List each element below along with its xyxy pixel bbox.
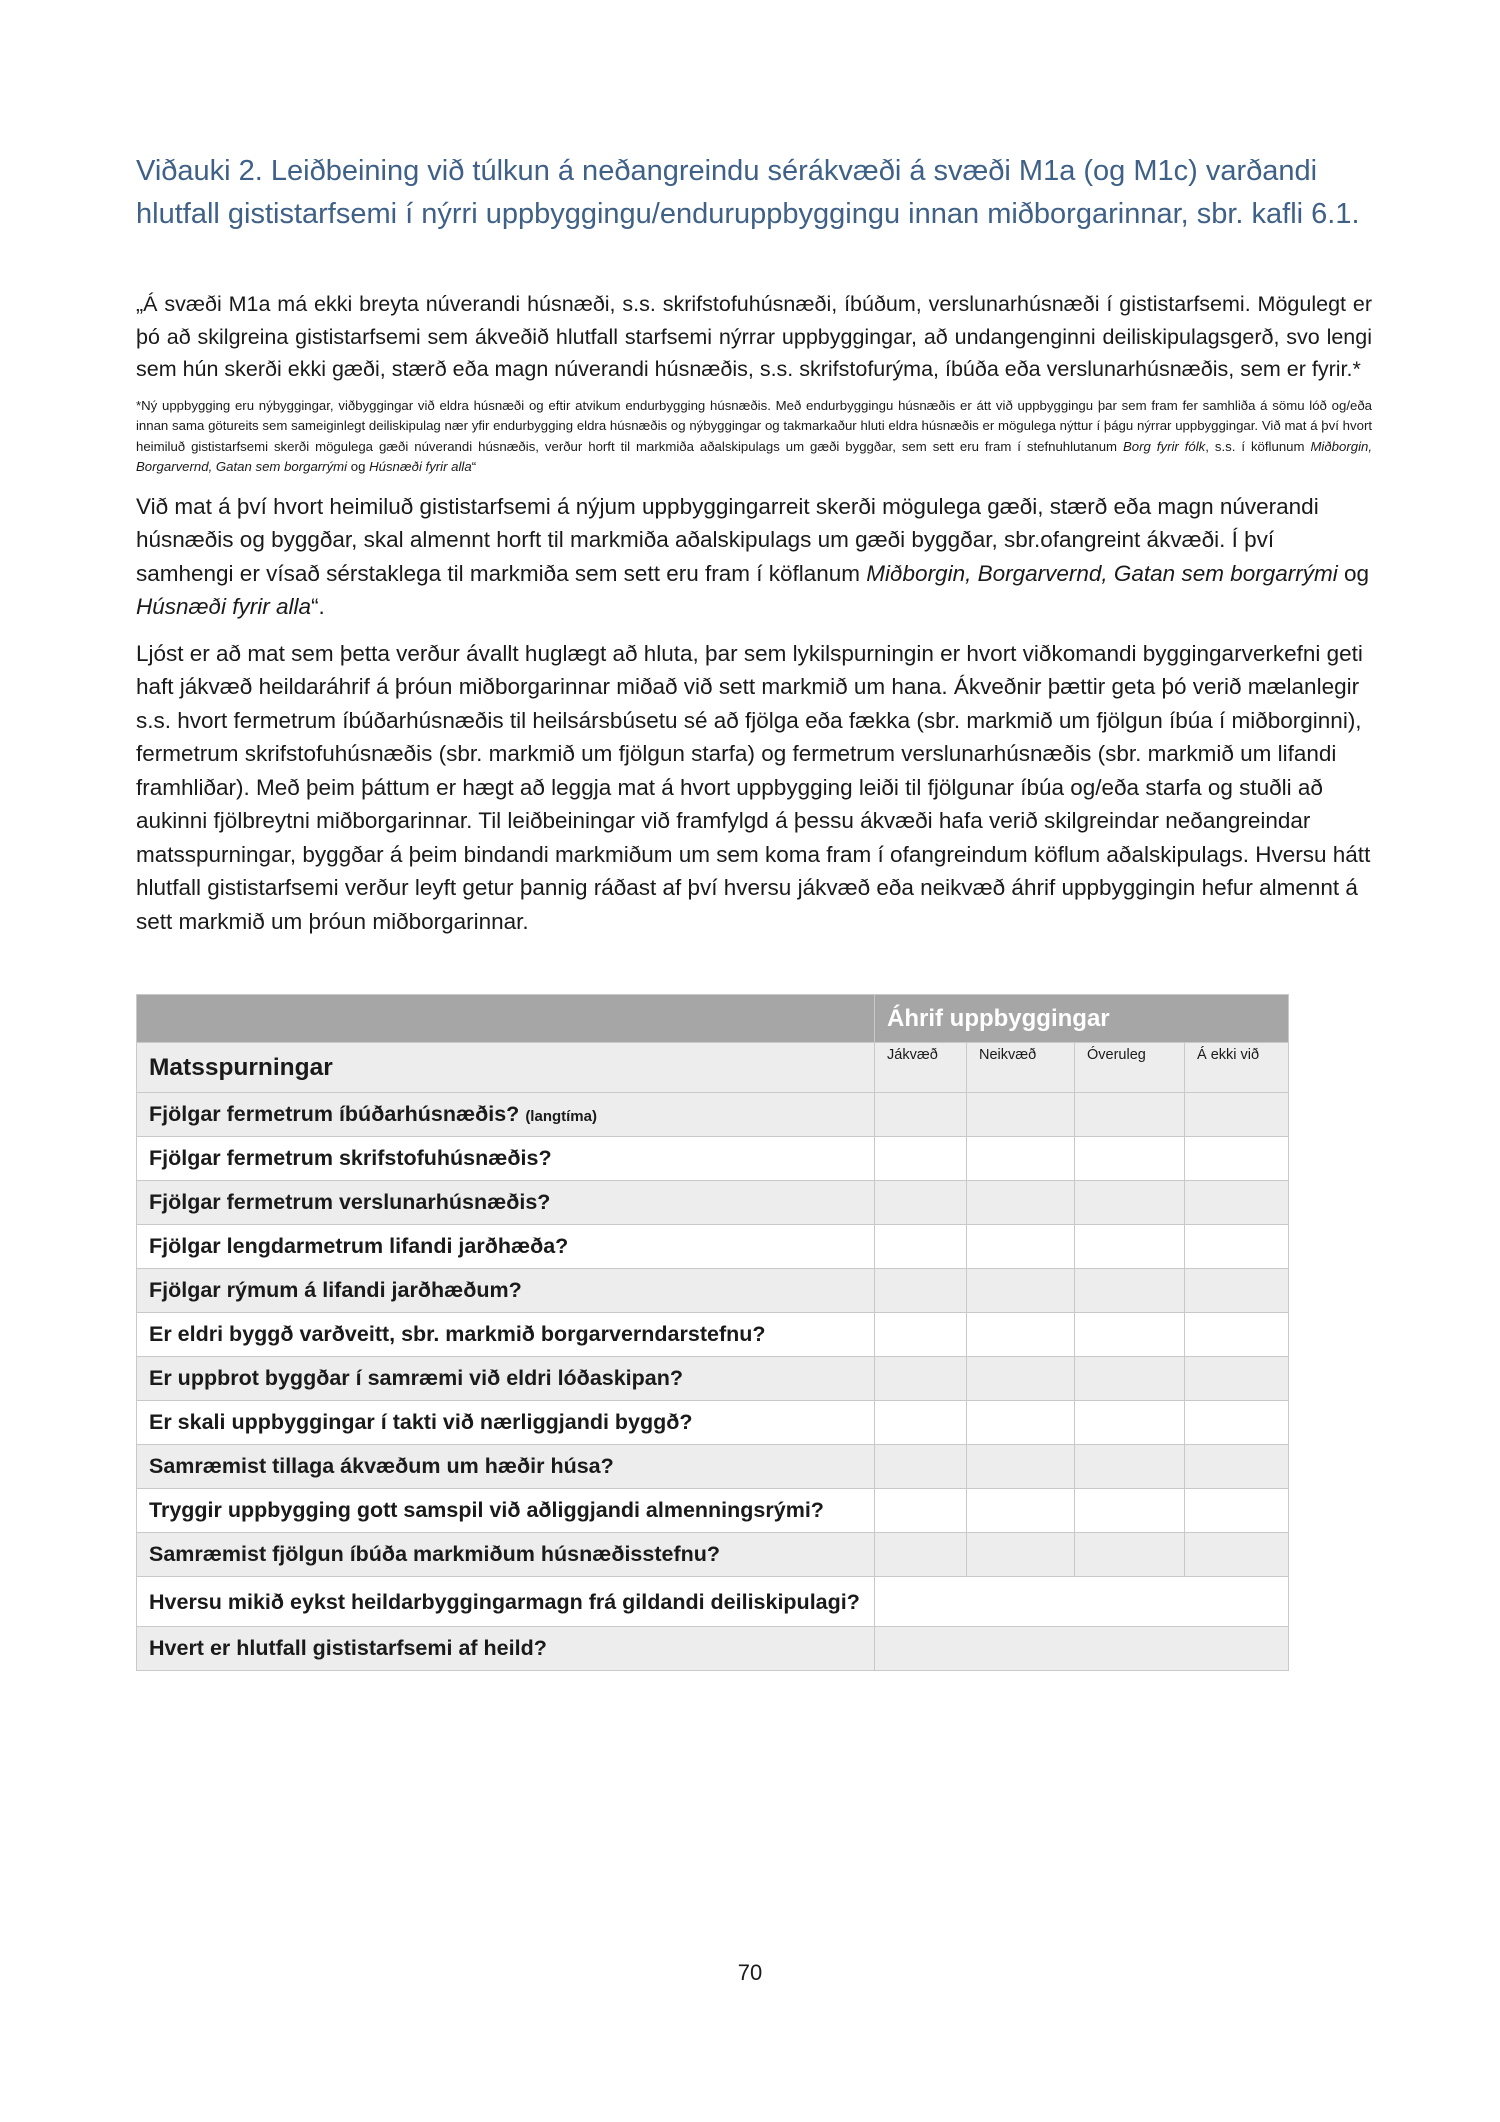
answer-cell-merged[interactable] xyxy=(875,1577,1289,1627)
table-row xyxy=(137,1313,1289,1357)
answer-cell-not-applicable[interactable] xyxy=(1185,1137,1289,1181)
answer-cell-negative[interactable] xyxy=(967,1093,1075,1137)
paragraph-1 xyxy=(136,490,1372,624)
question-label: Hversu mikið eykst heildarbyggingarmagn frá gildandi deiliskipulagi? xyxy=(137,1577,875,1627)
footnote-italic-2: Miðborgin, Borgarvernd, Gatan sem borgarrými xyxy=(136,438,1373,474)
table-row xyxy=(137,1137,1289,1181)
answer-cell-not-applicable[interactable] xyxy=(1185,1445,1289,1489)
answer-cell-positive[interactable] xyxy=(875,1445,967,1489)
answer-cell-positive[interactable] xyxy=(875,1313,967,1357)
answer-cell-not-applicable[interactable] xyxy=(1185,1489,1289,1533)
answer-cell-insignificant[interactable] xyxy=(1075,1181,1185,1225)
table-row xyxy=(137,1445,1289,1489)
table-row xyxy=(137,1225,1289,1269)
option-header-not-applicable: Á ekki við xyxy=(1185,1043,1289,1093)
answer-cell-negative[interactable] xyxy=(967,1313,1075,1357)
question-label xyxy=(137,1533,875,1577)
answer-cell-negative[interactable] xyxy=(967,1181,1075,1225)
question-label xyxy=(137,1313,875,1357)
answer-cell-negative[interactable] xyxy=(967,1445,1075,1489)
option-header-insignificant: Óveruleg xyxy=(1075,1043,1185,1093)
table-row xyxy=(137,1577,1289,1627)
table-header-options-row xyxy=(137,1043,1289,1093)
footnote-text-3: og xyxy=(347,459,370,474)
answer-cell-insignificant[interactable] xyxy=(1075,1533,1185,1577)
answer-cell-insignificant[interactable] xyxy=(1075,1137,1185,1181)
footnote-text-2: , s.s. í köflunum xyxy=(1205,438,1311,454)
answer-cell-positive[interactable] xyxy=(875,1137,967,1181)
question-text: Er eldri byggð varðveitt, sbr. markmið borgarverndarstefnu? xyxy=(149,1322,766,1346)
table-row xyxy=(137,1401,1289,1445)
answer-cell-not-applicable[interactable] xyxy=(1185,1225,1289,1269)
table-header-impact-row xyxy=(137,995,1289,1043)
footnote-text: *Ný uppbygging eru nýbyggingar, viðbyggingar við eldra húsnæði og eftir atvikum endurbygging húsnæðis. Með endurbyggingu húsnæðis er átt við uppbyggingu þar sem fram fer samhliða á sömu lóð og/eða innan sama götureits sem sameiginlegt deiliskipulag nær yfir endurbygging eldra húsnæðis og nýbyggingar og takmarkaður hluti eldra húsnæðis er mögulega nýttur í þágu nýrrar uppbyggingar. Við mat á því hvort heimiluð gististarfsemi skerði mögulega gæði núverandi húsnæðis, verður horft til markmiða aðalskipulags um gæði byggðar, sem sett eru fram í stefnuhlutanum xyxy=(136,397,1372,454)
answer-cell-negative[interactable] xyxy=(967,1357,1075,1401)
option-header-negative: Neikvæð xyxy=(967,1043,1075,1093)
answer-cell-negative[interactable] xyxy=(967,1489,1075,1533)
question-text: Fjölgar rýmum á lifandi jarðhæðum? xyxy=(149,1278,522,1302)
question-label xyxy=(137,1225,875,1269)
question-text: Fjölgar fermetrum skrifstofuhúsnæðis? xyxy=(149,1146,552,1170)
table-row xyxy=(137,1533,1289,1577)
question-label xyxy=(137,1401,875,1445)
table-header-blank xyxy=(137,995,875,1043)
question-label xyxy=(137,1137,875,1181)
answer-cell-merged[interactable] xyxy=(875,1627,1289,1671)
table-row xyxy=(137,1489,1289,1533)
option-header-positive: Jákvæð xyxy=(875,1043,967,1093)
answer-cell-insignificant[interactable] xyxy=(1075,1401,1185,1445)
table-row xyxy=(137,1093,1289,1137)
answer-cell-negative[interactable] xyxy=(967,1137,1075,1181)
answer-cell-negative[interactable] xyxy=(967,1269,1075,1313)
answer-cell-positive[interactable] xyxy=(875,1489,967,1533)
answer-cell-insignificant[interactable] xyxy=(1075,1313,1185,1357)
question-label xyxy=(137,1445,875,1489)
question-label xyxy=(137,1357,875,1401)
question-label: Hvert er hlutfall gististarfsemi af heild? xyxy=(137,1627,875,1671)
answer-cell-negative[interactable] xyxy=(967,1225,1075,1269)
question-label xyxy=(137,1489,875,1533)
answer-cell-negative[interactable] xyxy=(967,1401,1075,1445)
appendix-heading: Viðauki 2. Leiðbeining við túlkun á neðangreindu sérákvæði á svæði M1a (og M1c) varðandi hlutfall gististarfsemi í nýrri uppbyggingu/enduruppbyggingu innan miðborgarinnar, sbr. kafli 6.1. xyxy=(136,155,1360,230)
question-note: (langtíma) xyxy=(525,1108,597,1125)
answer-cell-positive[interactable] xyxy=(875,1357,967,1401)
answer-cell-insignificant[interactable] xyxy=(1075,1357,1185,1401)
answer-cell-not-applicable[interactable] xyxy=(1185,1533,1289,1577)
paragraph-1-italic-2: Húsnæði fyrir alla xyxy=(136,594,312,619)
question-text: Er uppbrot byggðar í samræmi við eldri lóðaskipan? xyxy=(149,1366,684,1390)
answer-cell-insignificant[interactable] xyxy=(1075,1489,1185,1533)
answer-cell-insignificant[interactable] xyxy=(1075,1269,1185,1313)
footnote-italic-3: Húsnæði fyrir alla xyxy=(369,459,472,474)
paragraph-1-end: “. xyxy=(311,594,325,619)
answer-cell-positive[interactable] xyxy=(875,1093,967,1137)
answer-cell-positive[interactable] xyxy=(875,1533,967,1577)
answer-cell-insignificant[interactable] xyxy=(1075,1445,1185,1489)
question-text: Samræmist fjölgun íbúða markmiðum húsnæðisstefnu? xyxy=(149,1542,721,1566)
page-number: 70 xyxy=(737,1960,763,1985)
answer-cell-not-applicable[interactable] xyxy=(1185,1401,1289,1445)
footnote xyxy=(136,396,1372,478)
answer-cell-negative[interactable] xyxy=(967,1533,1075,1577)
question-label xyxy=(137,1093,875,1137)
answer-cell-not-applicable[interactable] xyxy=(1185,1181,1289,1225)
answer-cell-positive[interactable] xyxy=(875,1181,967,1225)
answer-cell-positive[interactable] xyxy=(875,1401,967,1445)
question-text: Fjölgar lengdarmetrum lifandi jarðhæða? xyxy=(149,1234,569,1258)
table-row xyxy=(137,1269,1289,1313)
footnote-italic-1: Borg fyrir fólk xyxy=(1123,438,1206,454)
answer-cell-positive[interactable] xyxy=(875,1269,967,1313)
answer-cell-insignificant[interactable] xyxy=(1075,1093,1185,1137)
document-page xyxy=(136,150,1372,1671)
assessment-table xyxy=(136,994,1289,1671)
answer-cell-positive[interactable] xyxy=(875,1225,967,1269)
answer-cell-not-applicable[interactable] xyxy=(1185,1269,1289,1313)
table-row xyxy=(137,1627,1289,1671)
question-label xyxy=(137,1181,875,1225)
question-text: Tryggir uppbygging gott samspil við aðliggjandi almenningsrými? xyxy=(149,1498,824,1522)
paragraph-1-text: Við mat á því hvort heimiluð gististarfsemi á nýjum uppbyggingarreit skerði mögulega gæði, stærð eða magn núverandi húsnæðis og byggðar, skal almennt horft til markmiða aðalskipulags um gæði byggðar, sbr.ofangreint ákvæði. Í því samhengi er vísað sérstaklega til markmiða sem sett eru fram í köflanum xyxy=(136,493,1319,586)
question-label xyxy=(137,1269,875,1313)
quoted-provision: „Á svæði M1a má ekki breyta núverandi húsnæði, s.s. skrifstofuhúsnæði, íbúðum, verslunarhúsnæði í gististarfsemi. Mögulegt er þó að skilgreina gististarfsemi sem ákveðið hlutfall starfsemi nýrrar uppbyggingar, að undangenginni deiliskipulagsgerð, svo lengi sem hún skerði ekki gæði, stærð eða magn núverandi húsnæðis, s.s. skrifstofurýma, íbúða eða verslunarhúsnæðis, sem er fyrir.* xyxy=(136,292,1372,381)
question-text: Fjölgar fermetrum íbúðarhúsnæðis? xyxy=(149,1102,520,1126)
footnote-text-4: “ xyxy=(471,459,477,474)
answer-cell-not-applicable[interactable] xyxy=(1185,1313,1289,1357)
question-text: Samræmist tillaga ákvæðum um hæðir húsa? xyxy=(149,1454,614,1478)
answer-cell-insignificant[interactable] xyxy=(1075,1225,1185,1269)
answer-cell-not-applicable[interactable] xyxy=(1185,1357,1289,1401)
impact-header: Áhrif uppbyggingar xyxy=(875,995,1289,1043)
question-text: Er skali uppbyggingar í takti við nærliggjandi byggð? xyxy=(149,1410,693,1434)
answer-cell-not-applicable[interactable] xyxy=(1185,1093,1289,1137)
questions-header: Matsspurningar xyxy=(137,1043,875,1093)
table-row xyxy=(137,1357,1289,1401)
paragraph-1-mid: og xyxy=(1337,560,1370,586)
table-row xyxy=(137,1181,1289,1225)
paragraph-2: Ljóst er að mat sem þetta verður ávallt huglægt að hluta, þar sem lykilspurningin er hvort viðkomandi byggingarverkefni geti haft jákvæð heildaráhrif á þróun miðborgarinnar miðað við sett markmið um hana. Ákveðnir þættir geta þó verið mælanlegir s.s. hvort fermetrum íbúðarhúsnæðis til heilsársbúsetu sé að fjölga eða fækka (sbr. markmið um fjölgun íbúa í miðborginni), fermetrum skrifstofuhúsnæðis (sbr. markmið um fjölgun starfa) og fermetrum verslunarhúsnæðis (sbr. markmið um lifandi framhliðar). Með þeim þáttum er hægt að leggja mat á hvort uppbygging leiði til fjölgunar íbúa og/eða starfa og stuðli að aukinni fjölbreytni miðborgarinnar. Til leiðbeiningar við framfylgd á þessu ákvæði hafa verið skilgreindar neðangreindar matsspurningar, byggðar á þeim bindandi markmiðum um sem koma fram í ofangreindum köflum aðalskipulags. Hversu hátt hlutfall gististarfsemi verður leyft getur þannig ráðast af því hversu jákvæð eða neikvæð áhrif uppbyggingin hefur almennt á sett markmið um þróun miðborgarinnar. xyxy=(136,640,1371,934)
question-text: Fjölgar fermetrum verslunarhúsnæðis? xyxy=(149,1190,551,1214)
paragraph-1-italic-1: Miðborgin, Borgarvernd, Gatan sem borgarrými xyxy=(866,560,1338,586)
